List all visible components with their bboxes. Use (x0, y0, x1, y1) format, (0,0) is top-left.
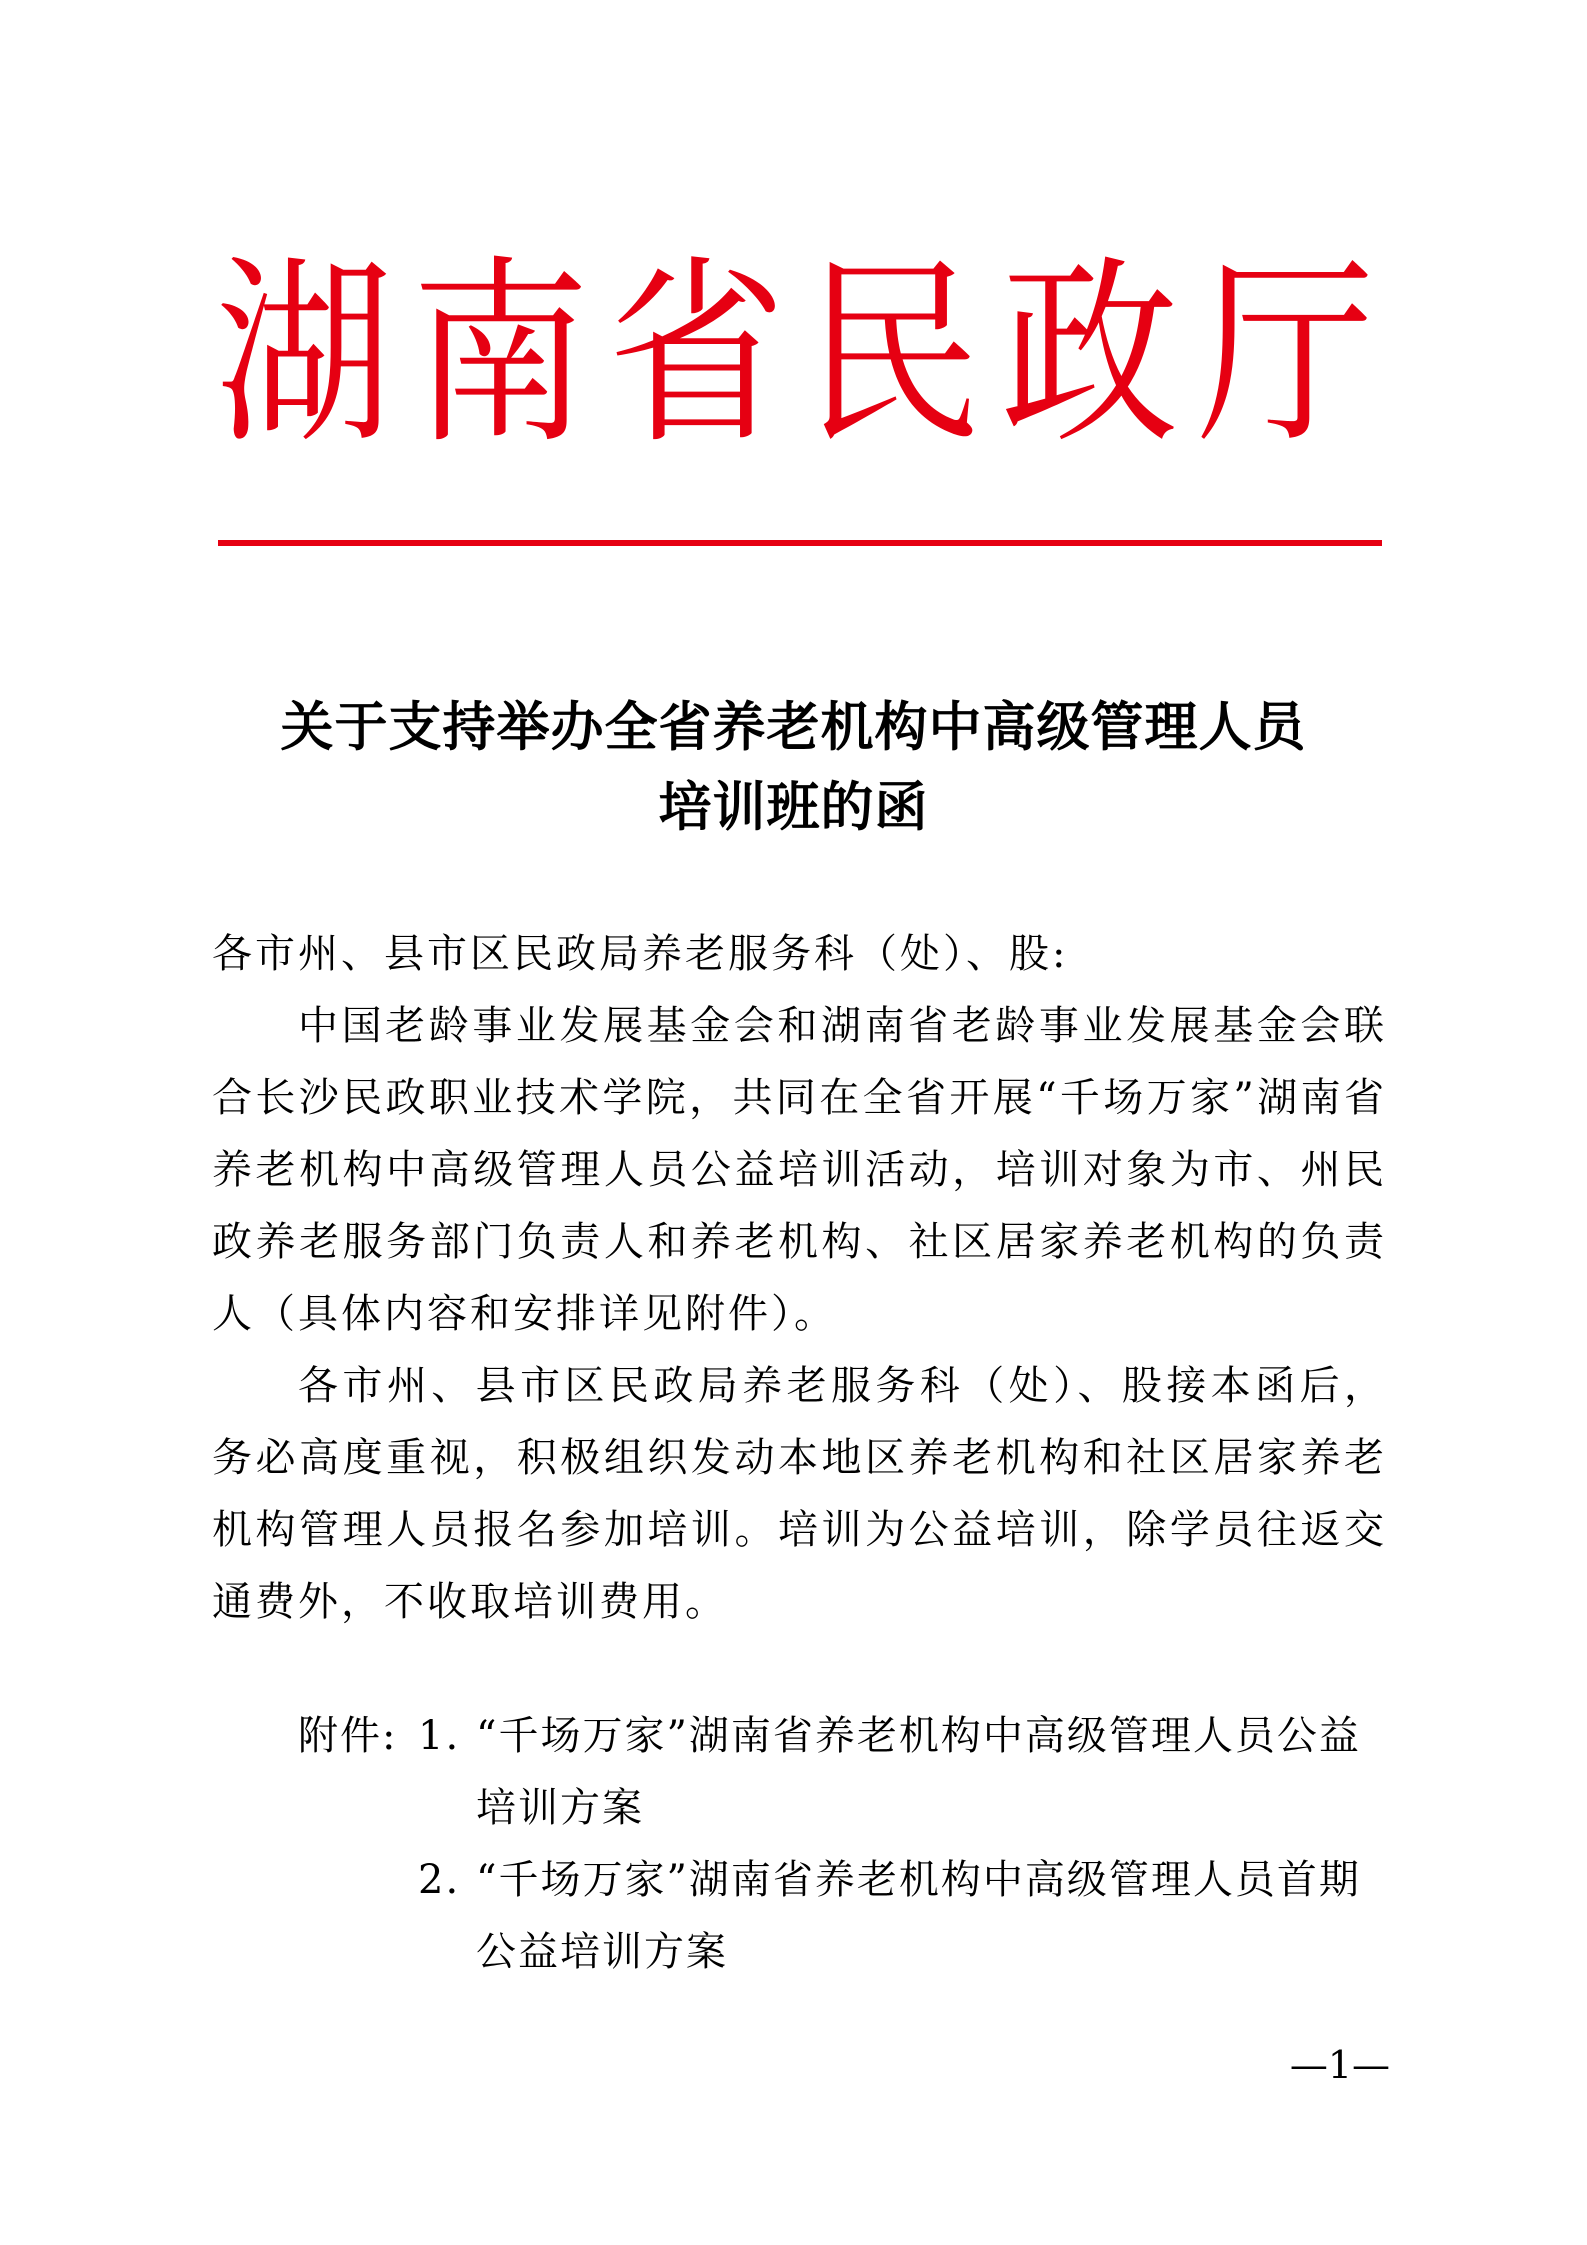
attachments-label: 附件: (298, 1713, 398, 1759)
issuing-authority-header (215, 238, 1375, 471)
title-line-1: 关于支持举办全省养老机构中高级管理人员 (280, 697, 1307, 758)
attachment-item (298, 1700, 1388, 1844)
attachment-title: “千场万家”湖南省养老机构中高级管理人员公益培训方案 (476, 1713, 1361, 1831)
header-char: 湖 (215, 238, 393, 471)
header-char: 省 (607, 238, 786, 471)
document-body (212, 918, 1387, 1638)
header-char: 民 (804, 238, 983, 471)
attachment-number: 1. (418, 1713, 461, 1759)
title-line-2: 培训班的函 (658, 777, 929, 838)
page-number: —1— (1289, 2043, 1390, 2087)
body-paragraph-1: 中国老龄事业发展基金会和湖南省老龄事业发展基金会联合长沙民政职业技术学院，共同在全省开展“千场万家”湖南省养老机构中高级管理人员公益培训活动，培训对象为市、州民政养老服务部门负责人和养老机构、社区居家养老机构的负责人（具体内容和安排详见附件）。 (212, 1003, 1387, 1337)
document-title (200, 688, 1387, 848)
header-divider (218, 540, 1382, 546)
attachment-title: “千场万家”湖南省养老机构中高级管理人员首期公益培训方案 (476, 1857, 1361, 1975)
body-paragraph-2: 各市州、县市区民政局养老服务科（处）、股接本函后，务必高度重视，积极组织发动本地区养老机构和社区居家养老机构管理人员报名参加培训。培训为公益培训，除学员往返交通费外，不收取培训费用。 (212, 1363, 1387, 1625)
header-char: 厅 (1196, 238, 1375, 471)
attachment-item (298, 1844, 1388, 1988)
salutation: 各市州、县市区民政局养老服务科（处）、股: (212, 931, 1069, 977)
header-char: 南 (411, 238, 590, 471)
attachment-number: 2. (418, 1857, 461, 1903)
header-char: 政 (1000, 238, 1179, 471)
attachments-list (298, 1700, 1388, 1988)
